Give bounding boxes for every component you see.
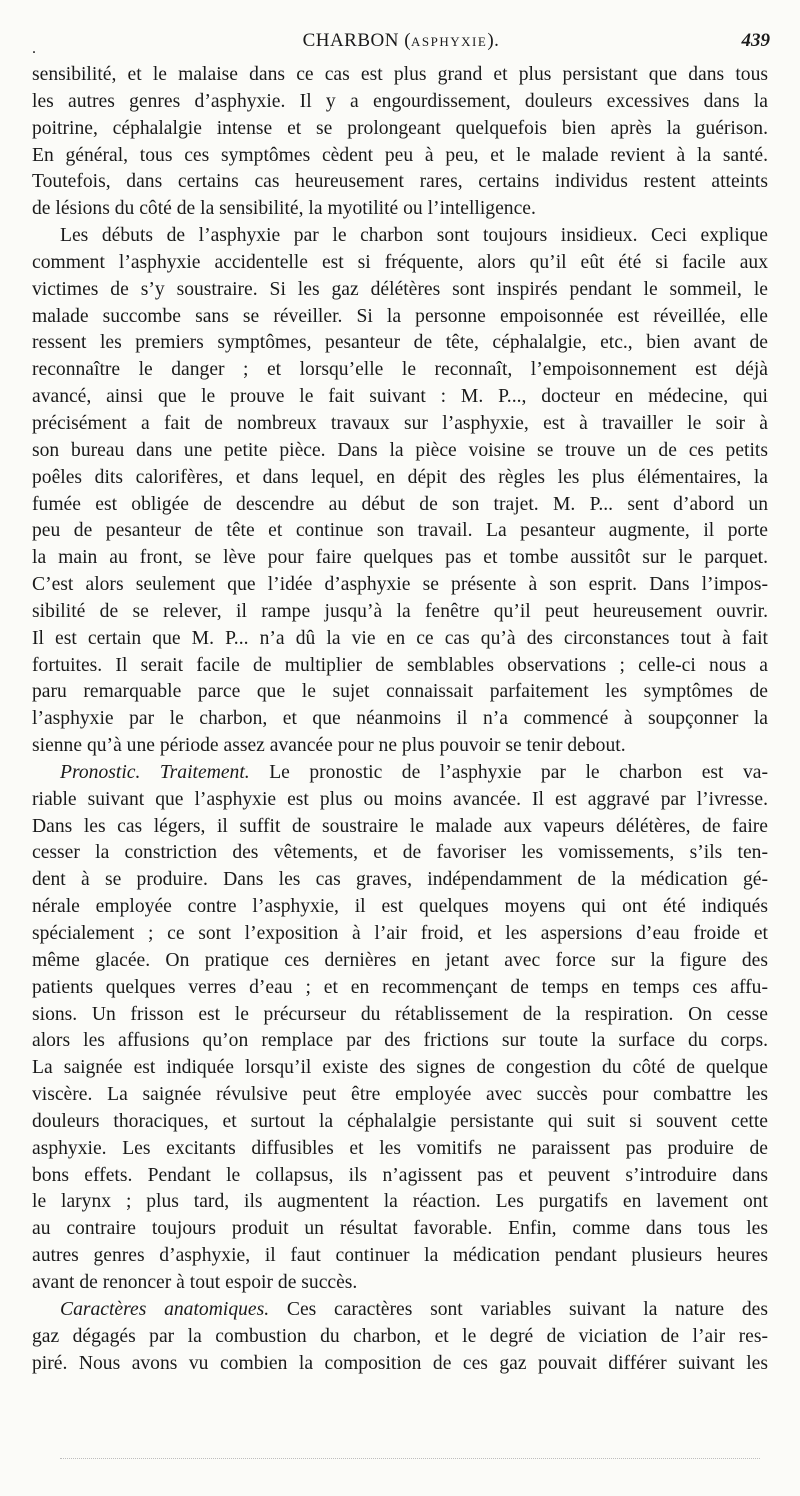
text-line bbox=[32, 1297, 768, 1324]
section-lead-italic: Caractères anatomiques. bbox=[60, 1298, 270, 1320]
line-text: l’asphyxie par le charbon, et que néanmoins il n’a commencé à soupçonner la bbox=[32, 708, 768, 730]
line-text: nérale employée contre l’asphyxie, il est quelques moyens qui ont été indiqués bbox=[32, 896, 768, 918]
text-line bbox=[32, 653, 768, 680]
text-line bbox=[32, 143, 768, 170]
line-text: avancé, ainsi que le prouve le fait suivant : M. P..., docteur en médecine, qui bbox=[32, 386, 768, 408]
text-line bbox=[32, 169, 768, 196]
text-line bbox=[32, 948, 768, 975]
text-line bbox=[32, 1270, 768, 1297]
line-text: sensibilité, et le malaise dans ce cas est plus grand et plus persistant que dans tous bbox=[32, 64, 768, 85]
text-line bbox=[32, 975, 768, 1002]
line-text: avant de renoncer à tout espoir de succès. bbox=[32, 1271, 358, 1293]
line-text: alors les affusions qu’on remplace par des frictions sur toute la surface du corps. bbox=[32, 1030, 768, 1052]
line-text: gaz dégagés par la combustion du charbon, et le degré de viciation de l’air res- bbox=[32, 1325, 768, 1347]
line-text: En général, tous ces symptômes cèdent peu à peu, et le malade revient à la santé. bbox=[32, 144, 768, 166]
text-line bbox=[32, 814, 768, 841]
text-line bbox=[32, 867, 768, 894]
line-text: comment l’asphyxie accidentelle est si fréquente, alors qu’il eût été si facile aux bbox=[32, 251, 768, 273]
text-line bbox=[32, 330, 768, 357]
line-text: sienne qu’à une période assez avancée pour ne plus pouvoir se tenir debout. bbox=[32, 735, 626, 757]
line-text: la main au front, se lève pour faire quelques pas et tombe aussitôt sur le parquet. bbox=[32, 547, 768, 569]
text-line bbox=[32, 1216, 768, 1243]
line-text: sibilité de se relever, il rampe jusqu’à la fenêtre qu’il peut heureusement ouvrir. bbox=[32, 600, 768, 622]
line-text: sions. Un frisson est le précurseur du rétablissement de la respiration. On cesse bbox=[32, 1003, 768, 1025]
text-line bbox=[32, 196, 768, 223]
line-text: Les débuts de l’asphyxie par le charbon sont toujours insidieux. Ceci explique bbox=[60, 225, 768, 247]
line-text: dent à se produire. Dans les cas graves, indépendamment de la médication gé- bbox=[32, 869, 768, 891]
running-title-end: ). bbox=[487, 30, 500, 51]
text-line bbox=[32, 411, 768, 438]
line-text: fortuites. Il serait facile de multiplier de semblables observations ; celle-ci nous a bbox=[32, 654, 768, 676]
running-title bbox=[32, 30, 770, 52]
text-line bbox=[32, 599, 768, 626]
text-line bbox=[32, 62, 768, 89]
line-text: ressent les premiers symptômes, pesanteur de tête, céphalalgie, etc., bien avant de bbox=[32, 332, 768, 354]
line-text: peu de pesanteur de tête et continue son travail. La pesanteur augmente, il porte bbox=[32, 520, 768, 542]
line-text: le larynx ; plus tard, ils augmentent la réaction. Les purgatifs en lavement ont bbox=[32, 1191, 768, 1213]
text-line bbox=[32, 1189, 768, 1216]
line-text: bons effets. Pendant le collapsus, ils n’agissent pas et peuvent s’introduire dans bbox=[32, 1164, 768, 1186]
text-line bbox=[32, 706, 768, 733]
text-line bbox=[32, 384, 768, 411]
line-text: viscère. La saignée révulsive peut être employée avec succès pour combattre les bbox=[32, 1084, 768, 1106]
line-text: Toutefois, dans certains cas heureusement rares, certains individus restent atteints bbox=[32, 171, 768, 193]
line-text: cesser la constriction des vêtements, et de favoriser les vomissements, s’ils ten- bbox=[32, 842, 768, 864]
line-text: poêles dits calorifères, et dans lequel, en dépit des règles les plus élémentaires, la bbox=[32, 466, 768, 488]
text-line bbox=[32, 465, 768, 492]
text-line bbox=[32, 1002, 768, 1029]
running-title-main: CHARBON ( bbox=[302, 30, 412, 51]
text-line bbox=[32, 1324, 768, 1351]
line-text: douleurs thoraciques, et surtout la céphalalgie persistante qui suit si souvent cette bbox=[32, 1110, 768, 1132]
line-text: asphyxie. Les excitants diffusibles et les vomitifs ne paraissent pas produire de bbox=[32, 1137, 768, 1159]
text-line bbox=[32, 1136, 768, 1163]
margin-mark: . bbox=[32, 40, 36, 57]
line-text: Le pronostic de l’asphyxie par le charbon est va- bbox=[249, 761, 768, 783]
line-text: même glacée. On pratique ces dernières en jetant avec force sur la figure des bbox=[32, 949, 768, 971]
line-text: reconnaître le danger ; et lorsqu’elle le reconnaît, l’empoisonnement est déjà bbox=[32, 359, 768, 381]
text-line bbox=[32, 921, 768, 948]
line-text: de lésions du côté de la sensibilité, la myotilité ou l’intelligence. bbox=[32, 198, 536, 220]
text-line bbox=[32, 277, 768, 304]
text-line bbox=[32, 1243, 768, 1270]
text-line bbox=[32, 518, 768, 545]
text-line bbox=[32, 1163, 768, 1190]
text-line bbox=[32, 1028, 768, 1055]
line-text: précisément a fait de nombreux travaux sur l’asphyxie, est à travailler le soir à bbox=[32, 412, 768, 434]
line-text: Il est certain que M. P... n’a dû la vie en ce cas qu’à des circonstances tout à fait bbox=[32, 627, 768, 649]
line-text: fumée est obligée de descendre au début de son trajet. M. P... sent d’abord un bbox=[32, 493, 768, 515]
line-text: spécialement ; ce sont l’exposition à l’air froid, et les aspersions d’eau froide et bbox=[32, 923, 768, 944]
line-text: les autres genres d’asphyxie. Il y a engourdissement, douleurs excessives dans la bbox=[32, 90, 768, 112]
text-line bbox=[32, 357, 768, 384]
text-line bbox=[32, 1055, 768, 1082]
text-line bbox=[32, 250, 768, 277]
text-line bbox=[32, 760, 768, 787]
line-text: son bureau dans une petite pièce. Dans la pièce voisine se trouve un de ces petits bbox=[32, 439, 768, 461]
line-text: malade succombe sans se réveiller. Si la personne empoisonnée est réveillée, elle bbox=[32, 305, 768, 327]
text-line bbox=[32, 223, 768, 250]
text-line bbox=[32, 304, 768, 331]
line-text: paru remarquable parce que le sujet connaissait parfaitement les symptômes de bbox=[32, 681, 768, 703]
text-line bbox=[32, 733, 768, 760]
line-text: riable suivant que l’asphyxie est plus ou moins avancée. Il est aggravé par l’ivresse. bbox=[32, 788, 768, 810]
text-line bbox=[32, 116, 768, 143]
text-line bbox=[32, 438, 768, 465]
text-line bbox=[32, 492, 768, 519]
text-line bbox=[32, 545, 768, 572]
text-line bbox=[32, 894, 768, 921]
page-number: 439 bbox=[741, 30, 770, 51]
text-line bbox=[32, 626, 768, 653]
line-text: au contraire toujours produit un résultat favorable. Enfin, comme dans tous les bbox=[32, 1218, 768, 1240]
running-header bbox=[32, 30, 770, 58]
line-text: poitrine, céphalalgie intense et se prolongeant quelquefois bien après la guérison. bbox=[32, 117, 768, 139]
line-text: Ces caractères sont variables suivant la nature des bbox=[269, 1298, 768, 1320]
line-text: Dans les cas légers, il suffit de soustraire le malade aux vapeurs délétères, de faire bbox=[32, 815, 768, 837]
text-line bbox=[32, 1082, 768, 1109]
text-line bbox=[32, 679, 768, 706]
text-line bbox=[32, 572, 768, 599]
text-line bbox=[32, 1109, 768, 1136]
line-text: autres genres d’asphyxie, il faut continuer la médication pendant plusieurs heures bbox=[32, 1245, 768, 1267]
text-line bbox=[32, 787, 768, 814]
running-title-small-caps: ASPHYXIE bbox=[411, 34, 488, 49]
body-text bbox=[32, 62, 768, 1377]
text-line bbox=[32, 1351, 768, 1378]
text-line bbox=[32, 89, 768, 116]
text-line bbox=[32, 840, 768, 867]
line-text: patients quelques verres d’eau ; et en recommençant de temps en temps ces affu- bbox=[32, 976, 768, 998]
line-text: victimes de s’y soustraire. Si les gaz délétères sont inspirés pendant le sommeil, le bbox=[32, 278, 768, 300]
line-text: piré. Nous avons vu combien la composition de ces gaz pouvait différer suivant les bbox=[32, 1352, 768, 1374]
section-lead-italic: Pronostic. Traitement. bbox=[60, 761, 250, 783]
line-text: La saignée est indiquée lorsqu’il existe des signes de congestion du côté de quelque bbox=[32, 1057, 768, 1079]
scan-artifact-line bbox=[60, 1458, 760, 1461]
line-text: C’est alors seulement que l’idée d’asphyxie se présente à son esprit. Dans l’impos- bbox=[32, 574, 768, 596]
